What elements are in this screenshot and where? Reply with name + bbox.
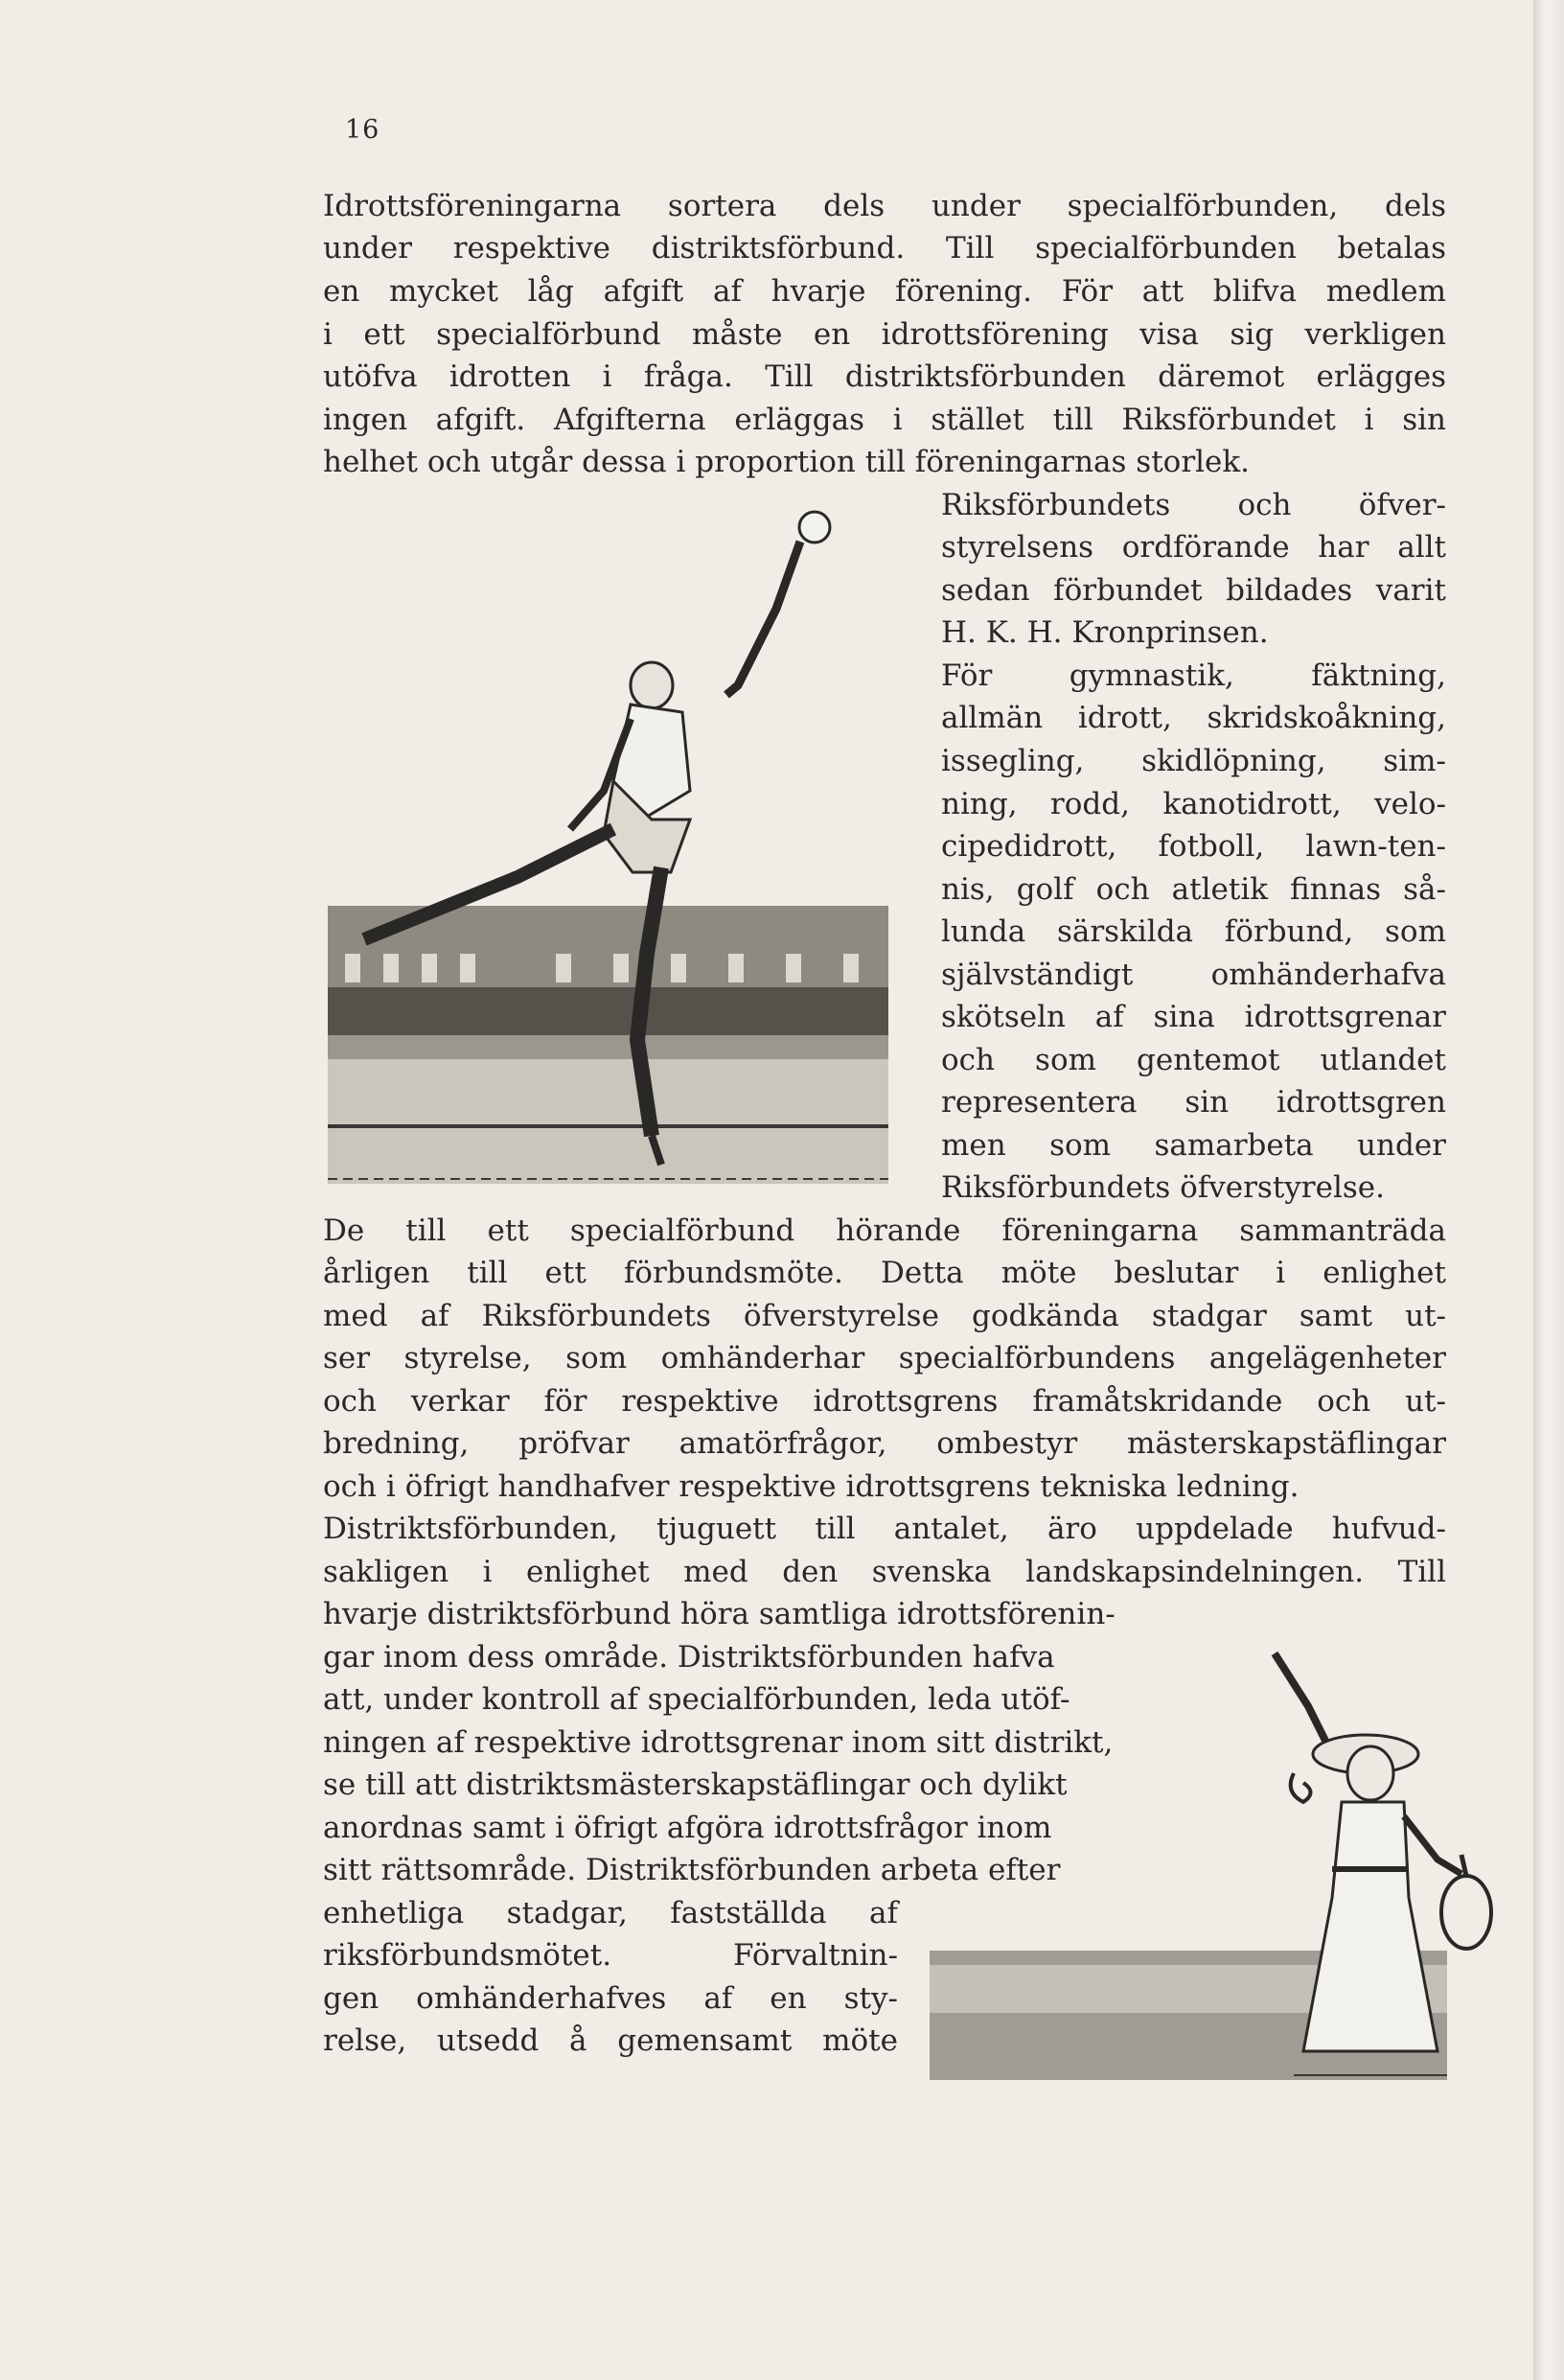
text-line: i ett specialförbund måste en idrottsförening visa sig verkligen — [323, 317, 1446, 352]
text-line: utöfva idrotten i fråga. Till distriktsförbunden däremot erlägges — [323, 359, 1446, 394]
text-line: anordnas samt i öfrigt afgöra idrottsfrågor inom — [323, 1811, 1052, 1845]
text-line: Riksförbundets öfverstyrelse. — [941, 1170, 1385, 1205]
text-line: De till ett specialförbund hörande föreningarna sammanträda — [323, 1213, 1446, 1248]
text-line: ingen afgift. Afgifterna erläggas i stället till Riksförbundet i sin — [323, 403, 1446, 437]
text-line: nis, golf och atletik finnas så- — [941, 872, 1446, 907]
text-line: Idrottsföreningarna sortera dels under specialförbunden, dels — [323, 189, 1446, 223]
text-line: H. K. H. Kronprinsen. — [941, 615, 1269, 650]
text-line: ningen af respektive idrottsgrenar inom sitt distrikt, — [323, 1725, 1114, 1760]
text-line: sitt rättsområde. Distriktsförbunden arbeta efter — [323, 1853, 1061, 1887]
text-line: relse, utsedd å gemensamt möte — [323, 2023, 898, 2058]
text-line: Riksförbundets och öfver- — [941, 488, 1446, 522]
text-line: och i öfrigt handhafver respektive idrottsgrens tekniska ledning. — [323, 1469, 1300, 1504]
text-line: med af Riksförbundets öfverstyrelse godkända stadgar samt ut- — [323, 1299, 1446, 1333]
page-edge — [1533, 0, 1564, 2380]
text-line: gen omhänderhafves af en sty- — [323, 1981, 898, 2016]
text-line: årligen till ett förbundsmöte. Detta möte beslutar i enlighet — [323, 1256, 1446, 1290]
text-line: under respektive distriktsförbund. Till specialförbunden betalas — [323, 231, 1446, 266]
text-line: sedan förbundet bildades varit — [941, 573, 1446, 608]
text-line: se till att distriktsmästerskapstäflingar och dylikt — [323, 1768, 1068, 1802]
text-line: lunda särskilda förbund, som — [941, 914, 1446, 949]
page-number: 16 — [345, 115, 380, 145]
text-line: gar inom dess område. Distriktsförbunden hafva — [323, 1640, 1055, 1675]
text-line: cipedidrott, fotboll, lawn-ten- — [941, 829, 1446, 864]
text-line: För gymnastik, fäktning, — [941, 659, 1446, 693]
text-line: en mycket låg afgift af hvarje förening. För att blifva medlem — [323, 274, 1446, 309]
text-line: och verkar för respektive idrottsgrens framåtskridande och ut- — [323, 1384, 1446, 1419]
text-line: skötseln af sina idrottsgrenar — [941, 1000, 1446, 1034]
text-line: helhet och utgår dessa i proportion till föreningarnas storlek. — [323, 445, 1251, 479]
tennis-player-illustration — [930, 1649, 1519, 2109]
athlete-illustration — [326, 503, 901, 1193]
text-line: att, under kontroll af specialförbunden, leda utöf- — [323, 1682, 1070, 1717]
text-line: men som samarbeta under — [941, 1128, 1446, 1163]
text-line: Distriktsförbunden, tjuguett till antalet, äro uppdelade hufvud- — [323, 1512, 1446, 1546]
text-line: ser styrelse, som omhänderhar specialförbundens angelägenheter — [323, 1341, 1446, 1375]
text-line: sakligen i enlighet med den svenska landskapsindelningen. Till — [323, 1555, 1446, 1589]
text-line: ning, rodd, kanotidrott, velo- — [941, 787, 1446, 821]
text-line: issegling, skidlöpning, sim- — [941, 744, 1446, 778]
text-line: och som gentemot utlandet — [941, 1043, 1446, 1077]
text-line: representera sin idrottsgren — [941, 1085, 1446, 1120]
text-line: hvarje distriktsförbund höra samtliga idrottsförenin- — [323, 1597, 1116, 1631]
text-line: enhetliga stadgar, fastställda af — [323, 1896, 898, 1930]
text-line: bredning, pröfvar amatörfrågor, ombestyr mästerskapstäflingar — [323, 1426, 1446, 1461]
text-line: allmän idrott, skridskoåkning, — [941, 701, 1446, 735]
text-line: riksförbundsmötet. Förvaltnin- — [323, 1938, 898, 1973]
text-line: självständigt omhänderhafva — [941, 958, 1446, 992]
text-line: styrelsens ordförande har allt — [941, 530, 1446, 565]
